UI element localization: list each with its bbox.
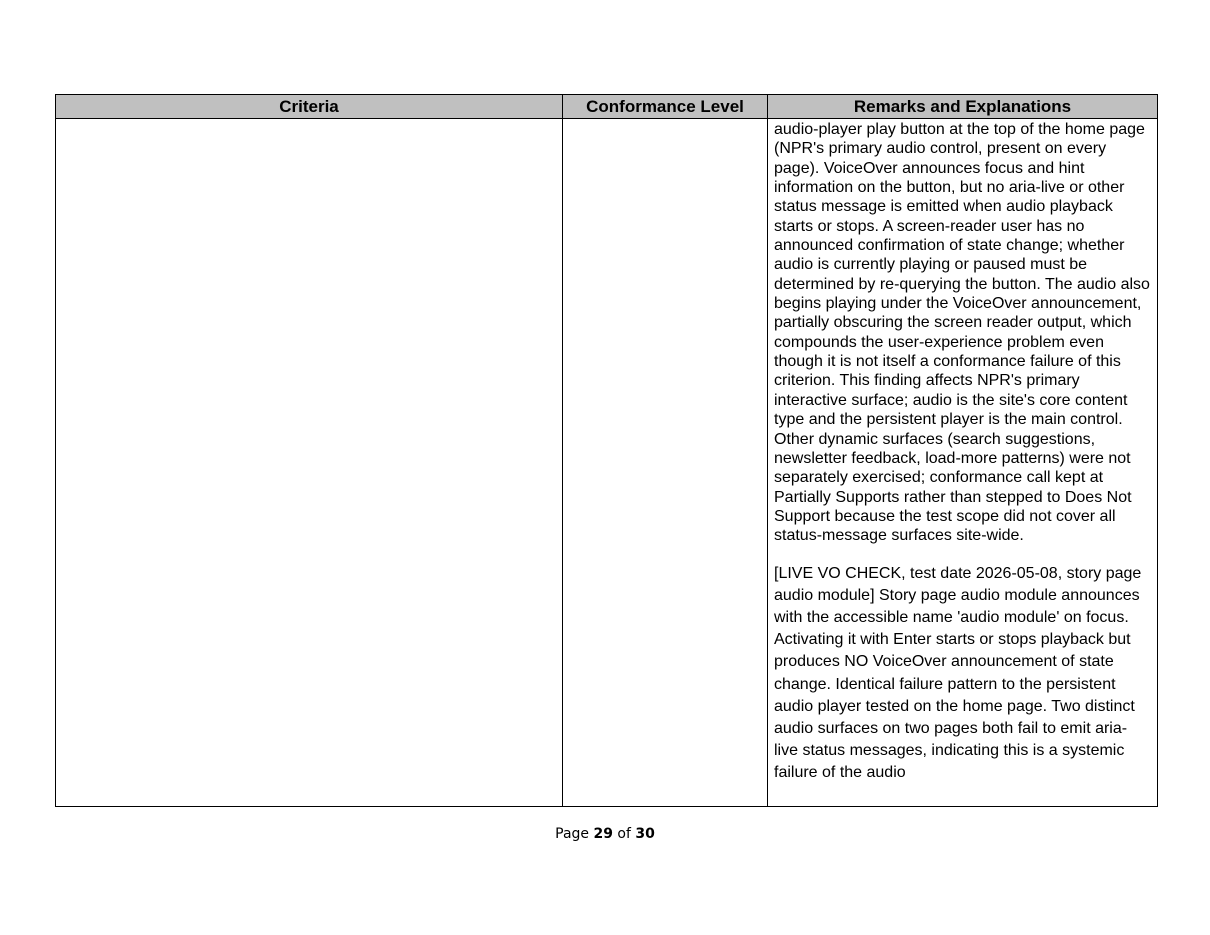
remarks-paragraph-1: audio-player play button at the top of the home page (NPR's primary audio control, present on every page). VoiceOver announces focus and hint information on the button, but no aria-live or other status message is emitted when audio playback starts or stops. A screen-reader user has no announced confirmation of state change; whether audio is currently playing or paused must be determined by re-querying the button. The audio also begins playing under the VoiceOver announcement, partially obscuring the screen reader output, which compounds the user-experience problem even though it is not itself a conformance failure of this criterion. This finding affects NPR's primary interactive surface; audio is the site's core content type and the persistent player is the main control. Other dynamic surfaces (search suggestions, newsletter feedback, load-more patterns) were not separately exercised; conformance call kept at Partially Supports rather than stepped to Does Not Support because the test scope did not cover all status-message surfaces site-wide.	[774, 121, 1150, 545]
page-label: Page	[555, 826, 590, 842]
header-conformance-level: Conformance Level	[563, 95, 768, 119]
remarks-content	[768, 119, 1157, 806]
criteria-cell	[56, 119, 563, 807]
page-footer	[0, 826, 1210, 842]
remarks-cell	[768, 119, 1158, 807]
header-remarks: Remarks and Explanations	[768, 95, 1158, 119]
remarks-paragraph-2: [LIVE VO CHECK, test date 2026-05-08, story page audio module] Story page audio module announces with the accessible name 'audio module' on focus. Activating it with Enter starts or stops playback but produces NO VoiceOver announcement of state change. Identical failure pattern to the persistent audio player tested on the home page. Two distinct audio surfaces on two pages both fail to emit aria-live status messages, indicating this is a systemic failure of the audio	[774, 564, 1142, 782]
table-header-row	[56, 95, 1158, 119]
conformance-table	[55, 94, 1158, 807]
page-total: 30	[635, 826, 655, 842]
table-row	[56, 119, 1158, 807]
of-label: of	[617, 826, 631, 842]
header-criteria: Criteria	[56, 95, 563, 119]
page-number: 29	[593, 826, 613, 842]
conformance-level-cell	[563, 119, 768, 807]
